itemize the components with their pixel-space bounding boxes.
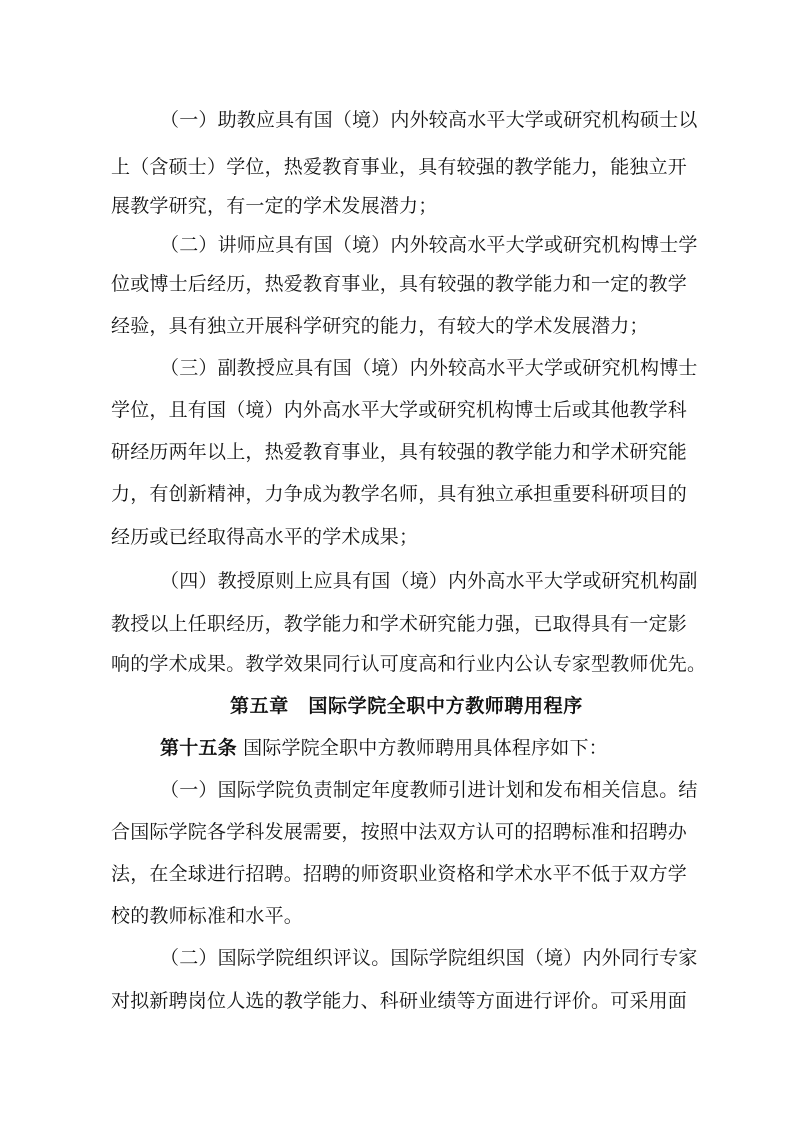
paragraph-line: 位或博士后经历，热爱教育事业，具有较强的教学能力和一定的教学 — [111, 273, 688, 295]
paragraph-line: （二）讲师应具有国（境）内外较高水平大学或研究机构博士学 — [160, 234, 698, 256]
paragraph-line: 学位，且有国（境）内外高水平大学或研究机构博士后或其他教学科 — [111, 399, 688, 421]
paragraph-line: 合国际学院各学科发展需要，按照中法双方认可的招聘标准和招聘办 — [111, 821, 688, 843]
paragraph-line: （二）国际学院组织评议。国际学院组织国（境）内外同行专家 — [160, 947, 698, 969]
paragraph-line: 经验，具有独立开展科学研究的能力，有较大的学术发展潜力； — [111, 315, 649, 337]
paragraph-line: 上（含硕士）学位，热爱教育事业，具有较强的教学能力，能独立开 — [111, 156, 688, 178]
paragraph-line: 校的教师标准和水平。 — [111, 905, 304, 927]
paragraph-line: 响的学术成果。教学效果同行认可度高和行业内公认专家型教师优先。 — [111, 653, 707, 675]
paragraph-line: （四）教授原则上应具有国（境）内外高水平大学或研究机构副 — [160, 570, 698, 592]
paragraph-line: （一）助教应具有国（境）内外较高水平大学或研究机构硕士以 — [160, 109, 698, 131]
paragraph-line: 展教学研究，有一定的学术发展潜力； — [111, 195, 438, 217]
paragraph-line: 研经历两年以上，热爱教育事业，具有较强的教学能力和学术研究能 — [111, 441, 688, 463]
paragraph-line: 法，在全球进行招聘。招聘的师资职业资格和学术水平不低于双方学 — [111, 863, 688, 885]
article-label: 第十五条 — [160, 737, 237, 759]
paragraph-line: 力，有创新精神，力争成为教学名师，具有独立承担重要科研项目的 — [111, 483, 688, 505]
paragraph-line: 教授以上任职经历，教学能力和学术研究能力强，已取得具有一定影 — [111, 613, 688, 635]
article-text: 国际学院全职中方教师聘用具体程序如下： — [243, 737, 608, 759]
paragraph-line: 经历或已经取得高水平的学术成果； — [111, 526, 419, 548]
article-line — [160, 736, 608, 760]
paragraph-line: （一）国际学院负责制定年度教师引进计划和发布相关信息。结 — [160, 779, 698, 801]
paragraph-line: 对拟新聘岗位人选的教学能力、科研业绩等方面进行评价。可采用面 — [111, 990, 688, 1012]
chapter-heading: 第五章 国际学院全职中方教师聘用程序 — [230, 695, 583, 717]
paragraph-line: （三）副教授应具有国（境）内外较高水平大学或研究机构博士 — [160, 357, 698, 379]
